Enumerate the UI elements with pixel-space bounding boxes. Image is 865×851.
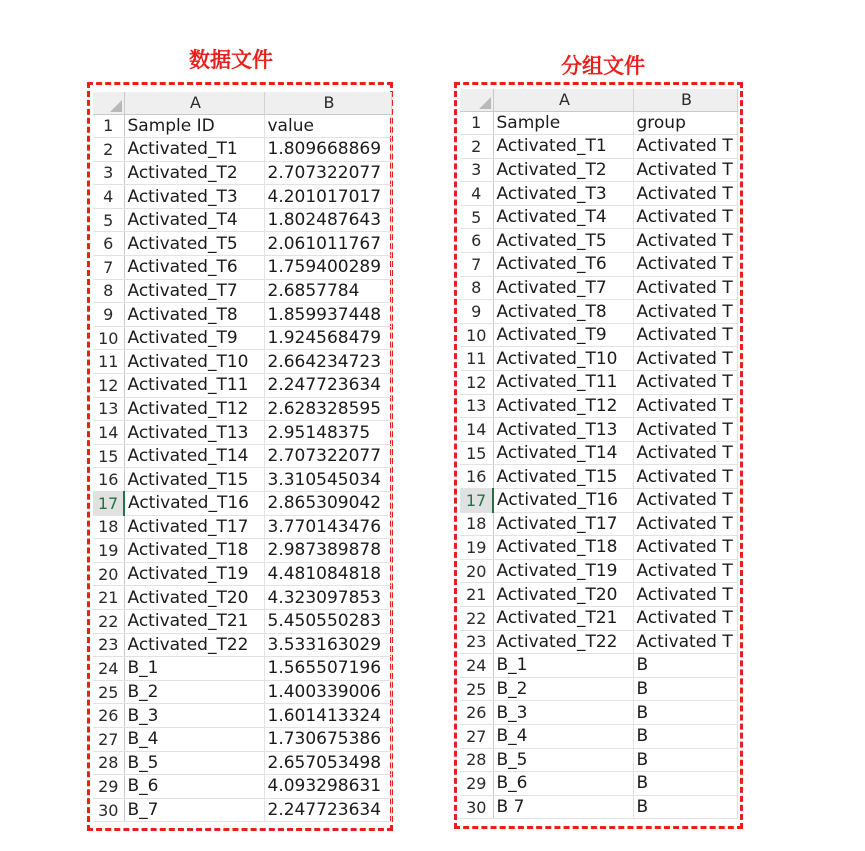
cell-column-b[interactable]: B [633, 724, 737, 748]
cell-column-b[interactable]: Activated T [633, 606, 737, 630]
cell-column-a[interactable]: Activated_T8 [493, 300, 633, 324]
column-header-a[interactable]: A [124, 92, 264, 114]
table-row [460, 559, 737, 583]
cell-column-b[interactable]: 2.061011767 [264, 232, 391, 256]
cell-column-a[interactable]: Activated_T1 [493, 135, 633, 159]
row-header[interactable]: 17 [460, 489, 493, 513]
row-header[interactable]: 8 [93, 279, 124, 303]
table-row [460, 182, 737, 206]
row-header[interactable]: 11 [93, 350, 124, 374]
table-row [460, 606, 737, 630]
row-header[interactable]: 23 [93, 633, 124, 657]
cell-column-b[interactable]: B [633, 701, 737, 725]
cell-column-a[interactable]: B_3 [124, 704, 264, 728]
column-header-a[interactable]: A [493, 89, 633, 111]
cell-column-b[interactable]: Activated T [633, 394, 737, 418]
cell-column-a[interactable]: B_2 [493, 677, 633, 701]
table-row [460, 135, 737, 159]
cell-column-a[interactable]: Activated_T22 [493, 630, 633, 654]
cell-column-a[interactable]: Activated_T7 [124, 279, 264, 303]
table-row [460, 536, 737, 560]
row-header[interactable]: 6 [460, 229, 493, 253]
table-row [93, 609, 391, 633]
row-header[interactable]: 10 [93, 326, 124, 350]
table-row [93, 397, 391, 421]
table-row [460, 111, 737, 135]
cell-column-b[interactable]: Activated T [633, 536, 737, 560]
cell-column-b[interactable]: B [633, 677, 737, 701]
cell-column-a[interactable]: B 7 [493, 795, 633, 819]
row-header[interactable]: 16 [93, 468, 124, 492]
cell-column-a[interactable]: B_5 [493, 748, 633, 772]
cell-column-b[interactable]: 2.247723634 [264, 798, 391, 822]
cell-column-a[interactable]: Activated_T14 [493, 441, 633, 465]
row-header[interactable]: 16 [460, 465, 493, 489]
row-header[interactable]: 17 [93, 492, 124, 516]
cell-column-b[interactable]: 2.707322077 [264, 161, 391, 185]
cell-column-b[interactable]: Activated T [633, 512, 737, 536]
cell-column-b[interactable]: B [633, 772, 737, 796]
cell-column-b[interactable]: Activated T [633, 583, 737, 607]
cell-column-a[interactable]: Activated_T21 [124, 609, 264, 633]
table-row [93, 279, 391, 303]
cell-column-b[interactable]: 5.450550283 [264, 609, 391, 633]
cell-column-a[interactable]: Activated_T3 [493, 182, 633, 206]
cell-column-a[interactable]: Activated_T9 [124, 326, 264, 350]
cell-column-b[interactable]: 2.247723634 [264, 374, 391, 398]
row-header[interactable]: 22 [460, 606, 493, 630]
cell-column-a[interactable]: Activated_T5 [124, 232, 264, 256]
cell-column-a[interactable]: Activated_T9 [493, 323, 633, 347]
row-header[interactable]: 11 [460, 347, 493, 371]
table-row [460, 323, 737, 347]
table-row [93, 751, 391, 775]
table-row [460, 795, 737, 819]
table-row [93, 657, 391, 681]
table-row [460, 229, 737, 253]
cell-column-a[interactable]: Activated_T22 [124, 633, 264, 657]
cell-column-a[interactable]: Activated_T4 [124, 208, 264, 232]
row-header[interactable]: 25 [460, 677, 493, 701]
table-row [93, 350, 391, 374]
cell-column-a[interactable]: Activated_T19 [493, 559, 633, 583]
row-header[interactable]: 14 [460, 418, 493, 442]
cell-column-b[interactable]: 3.310545034 [264, 468, 391, 492]
cell-column-a[interactable]: Activated_T5 [493, 229, 633, 253]
table-row [460, 654, 737, 678]
cell-column-b[interactable]: 3.770143476 [264, 515, 391, 539]
cell-column-b[interactable]: 2.664234723 [264, 350, 391, 374]
cell-column-a[interactable]: Activated_T7 [493, 276, 633, 300]
cell-column-a[interactable]: B_4 [124, 727, 264, 751]
cell-column-b[interactable]: Activated T [633, 253, 737, 277]
cell-column-b[interactable]: B [633, 795, 737, 819]
table-row [93, 114, 391, 138]
cell-column-a[interactable]: Activated_T10 [493, 347, 633, 371]
select-all-corner[interactable] [460, 89, 493, 111]
row-header[interactable]: 15 [93, 444, 124, 468]
cell-column-b[interactable]: 2.6857784 [264, 279, 391, 303]
cell-column-a[interactable]: Activated_T15 [124, 468, 264, 492]
cell-column-a[interactable]: B_6 [124, 775, 264, 799]
row-header[interactable]: 27 [93, 727, 124, 751]
cell-column-a[interactable]: B_5 [124, 751, 264, 775]
cell-column-b[interactable]: Activated T [633, 323, 737, 347]
table-row [93, 232, 391, 256]
row-header[interactable]: 21 [93, 586, 124, 610]
cell-column-b[interactable]: Activated T [633, 135, 737, 159]
table-row [460, 583, 737, 607]
cell-column-a[interactable]: Activated_T12 [124, 397, 264, 421]
cell-column-b[interactable]: 2.95148375 [264, 421, 391, 445]
row-header[interactable]: 12 [93, 374, 124, 398]
table-row [93, 138, 391, 162]
table-row [460, 158, 737, 182]
table-row [93, 256, 391, 280]
cell-column-a[interactable]: Activated_T8 [124, 303, 264, 327]
row-header[interactable]: 26 [460, 701, 493, 725]
row-header[interactable]: 9 [93, 303, 124, 327]
cell-column-a[interactable]: B_1 [493, 654, 633, 678]
row-header[interactable]: 21 [460, 583, 493, 607]
data-file-title: 数据文件 [189, 48, 273, 72]
cell-column-b[interactable]: B [633, 654, 737, 678]
table-row [93, 492, 391, 516]
column-header-b[interactable]: B [633, 89, 737, 111]
table-row [460, 371, 737, 395]
cell-column-b[interactable]: Activated T [633, 300, 737, 324]
row-header[interactable]: 18 [93, 515, 124, 539]
row-header[interactable]: 3 [93, 161, 124, 185]
row-header[interactable]: 19 [93, 539, 124, 563]
cell-column-b[interactable]: Activated T [633, 276, 737, 300]
cell-column-a[interactable]: Activated_T20 [493, 583, 633, 607]
cell-column-b[interactable]: 1.730675386 [264, 727, 391, 751]
row-header[interactable]: 14 [93, 421, 124, 445]
cell-column-a[interactable]: Activated_T15 [493, 465, 633, 489]
table-row [460, 701, 737, 725]
table-row [460, 465, 737, 489]
table-row [460, 347, 737, 371]
row-header[interactable]: 4 [460, 182, 493, 206]
cell-column-b[interactable]: 1.400339006 [264, 680, 391, 704]
row-header[interactable]: 9 [460, 300, 493, 324]
row-header[interactable]: 5 [460, 205, 493, 229]
table-row [93, 798, 391, 822]
row-header[interactable]: 12 [460, 371, 493, 395]
cell-column-a[interactable]: Activated_T16 [124, 492, 264, 516]
cell-column-a[interactable]: B_7 [124, 798, 264, 822]
cell-column-b[interactable]: Activated T [633, 347, 737, 371]
row-header[interactable]: 29 [460, 772, 493, 796]
cell-column-a[interactable]: Activated_T11 [124, 374, 264, 398]
select-all-corner[interactable] [93, 92, 124, 114]
row-header[interactable]: 30 [460, 795, 493, 819]
cell-column-b[interactable]: B [633, 748, 737, 772]
cell-column-b[interactable]: 2.865309042 [264, 492, 391, 516]
table-row [460, 677, 737, 701]
cell-column-b[interactable]: 2.987389878 [264, 539, 391, 563]
row-header[interactable]: 23 [460, 630, 493, 654]
cell-column-b[interactable]: Activated T [633, 418, 737, 442]
table-row [93, 185, 391, 209]
cell-column-a[interactable]: Activated_T13 [124, 421, 264, 445]
cell-column-a[interactable]: Activated_T18 [124, 539, 264, 563]
table-row [460, 489, 737, 513]
row-header[interactable]: 28 [93, 751, 124, 775]
select-all-triangle-icon [479, 97, 491, 109]
row-header[interactable]: 10 [460, 323, 493, 347]
cell-column-b[interactable]: 1.759400289 [264, 256, 391, 280]
row-header[interactable]: 15 [460, 441, 493, 465]
table-row [460, 300, 737, 324]
row-header[interactable]: 2 [460, 135, 493, 159]
row-header[interactable]: 18 [460, 512, 493, 536]
column-header-b[interactable]: B [264, 92, 391, 114]
cell-column-b[interactable]: value [264, 114, 391, 138]
cell-column-a[interactable]: Activated_T6 [493, 253, 633, 277]
cell-column-a[interactable]: Activated_T10 [124, 350, 264, 374]
table-row [460, 630, 737, 654]
cell-column-b[interactable]: 3.533163029 [264, 633, 391, 657]
cell-column-a[interactable]: Activated_T13 [493, 418, 633, 442]
cell-column-a[interactable]: B_4 [493, 724, 633, 748]
table-row [93, 303, 391, 327]
table-row [93, 704, 391, 728]
cell-column-b[interactable]: group [633, 111, 737, 135]
table-row [460, 512, 737, 536]
cell-column-b[interactable]: Activated T [633, 371, 737, 395]
row-header[interactable]: 5 [93, 208, 124, 232]
row-header[interactable]: 26 [93, 704, 124, 728]
cell-column-a[interactable]: Sample ID [124, 114, 264, 138]
row-header[interactable]: 24 [460, 654, 493, 678]
cell-column-b[interactable]: 4.481084818 [264, 562, 391, 586]
cell-column-a[interactable]: Activated_T19 [124, 562, 264, 586]
table-row [93, 562, 391, 586]
cell-column-b[interactable]: 2.707322077 [264, 444, 391, 468]
table-row [460, 276, 737, 300]
cell-column-b[interactable]: 2.657053498 [264, 751, 391, 775]
table-row [460, 748, 737, 772]
table-row [93, 539, 391, 563]
cell-column-a[interactable]: B_6 [493, 772, 633, 796]
cell-column-a[interactable]: Activated_T16 [493, 489, 633, 513]
row-header[interactable]: 4 [93, 185, 124, 209]
table-row [460, 253, 737, 277]
table-row [93, 161, 391, 185]
cell-column-a[interactable]: B_3 [493, 701, 633, 725]
table-row [93, 586, 391, 610]
cell-column-b[interactable]: 1.802487643 [264, 208, 391, 232]
cell-column-a[interactable]: Activated_T2 [493, 158, 633, 182]
cell-column-a[interactable]: Activated_T3 [124, 185, 264, 209]
cell-column-b[interactable]: Activated T [633, 158, 737, 182]
table-row [93, 326, 391, 350]
cell-column-b[interactable]: 1.859937448 [264, 303, 391, 327]
cell-column-b[interactable]: Activated T [633, 182, 737, 206]
table-row [93, 468, 391, 492]
cell-column-a[interactable]: B_2 [124, 680, 264, 704]
table-row [93, 444, 391, 468]
table-row [460, 772, 737, 796]
cell-column-a[interactable]: Activated_T1 [124, 138, 264, 162]
table-row [460, 418, 737, 442]
cell-column-a[interactable]: Activated_T17 [124, 515, 264, 539]
cell-column-a[interactable]: Activated_T18 [493, 536, 633, 560]
cell-column-b[interactable]: 1.565507196 [264, 657, 391, 681]
table-row [460, 441, 737, 465]
cell-column-a[interactable]: Activated_T20 [124, 586, 264, 610]
cell-column-b[interactable]: 4.201017017 [264, 185, 391, 209]
row-header[interactable]: 1 [93, 114, 124, 138]
cell-column-b[interactable]: Activated T [633, 489, 737, 513]
cell-column-a[interactable]: Activated_T21 [493, 606, 633, 630]
data-file-spreadsheet [93, 92, 392, 822]
table-row [93, 515, 391, 539]
row-header[interactable]: 22 [93, 609, 124, 633]
row-header[interactable]: 24 [93, 657, 124, 681]
table-row [93, 727, 391, 751]
row-header[interactable]: 28 [460, 748, 493, 772]
row-header[interactable]: 25 [93, 680, 124, 704]
cell-column-a[interactable]: Activated_T4 [493, 205, 633, 229]
cell-column-a[interactable]: B_1 [124, 657, 264, 681]
table-row [460, 205, 737, 229]
cell-column-b[interactable]: Activated T [633, 205, 737, 229]
table-row [93, 208, 391, 232]
cell-column-b[interactable]: 1.601413324 [264, 704, 391, 728]
cell-column-a[interactable]: Activated_T17 [493, 512, 633, 536]
row-header[interactable]: 20 [93, 562, 124, 586]
cell-column-b[interactable]: 1.924568479 [264, 326, 391, 350]
cell-column-b[interactable]: Activated T [633, 465, 737, 489]
row-header[interactable]: 7 [460, 253, 493, 277]
table-row [460, 394, 737, 418]
row-header[interactable]: 7 [93, 256, 124, 280]
table-row [93, 421, 391, 445]
row-header[interactable]: 8 [460, 276, 493, 300]
cell-column-b[interactable]: Activated T [633, 441, 737, 465]
row-header[interactable]: 19 [460, 536, 493, 560]
group-file-spreadsheet [460, 89, 738, 819]
row-header[interactable]: 27 [460, 724, 493, 748]
row-header[interactable]: 30 [93, 798, 124, 822]
select-all-triangle-icon [110, 100, 122, 112]
cell-column-a[interactable]: Activated_T2 [124, 161, 264, 185]
cell-column-a[interactable]: Activated_T14 [124, 444, 264, 468]
cell-column-b[interactable]: 4.323097853 [264, 586, 391, 610]
cell-column-a[interactable]: Activated_T12 [493, 394, 633, 418]
table-row [93, 374, 391, 398]
row-header[interactable]: 1 [460, 111, 493, 135]
cell-column-b[interactable]: 4.093298631 [264, 775, 391, 799]
table-row [93, 633, 391, 657]
cell-column-b[interactable]: 2.628328595 [264, 397, 391, 421]
cell-column-b[interactable]: Activated T [633, 630, 737, 654]
cell-column-a[interactable]: Activated_T6 [124, 256, 264, 280]
cell-column-b[interactable]: Activated T [633, 229, 737, 253]
cell-column-b[interactable]: 1.809668869 [264, 138, 391, 162]
group-file-title: 分组文件 [561, 54, 645, 78]
cell-column-a[interactable]: Activated_T11 [493, 371, 633, 395]
row-header[interactable]: 6 [93, 232, 124, 256]
table-row [460, 724, 737, 748]
row-header[interactable]: 3 [460, 158, 493, 182]
row-header[interactable]: 20 [460, 559, 493, 583]
row-header[interactable]: 2 [93, 138, 124, 162]
row-header[interactable]: 29 [93, 775, 124, 799]
table-row [93, 680, 391, 704]
table-row [93, 775, 391, 799]
cell-column-b[interactable]: Activated T [633, 559, 737, 583]
row-header[interactable]: 13 [460, 394, 493, 418]
row-header[interactable]: 13 [93, 397, 124, 421]
cell-column-a[interactable]: Sample [493, 111, 633, 135]
